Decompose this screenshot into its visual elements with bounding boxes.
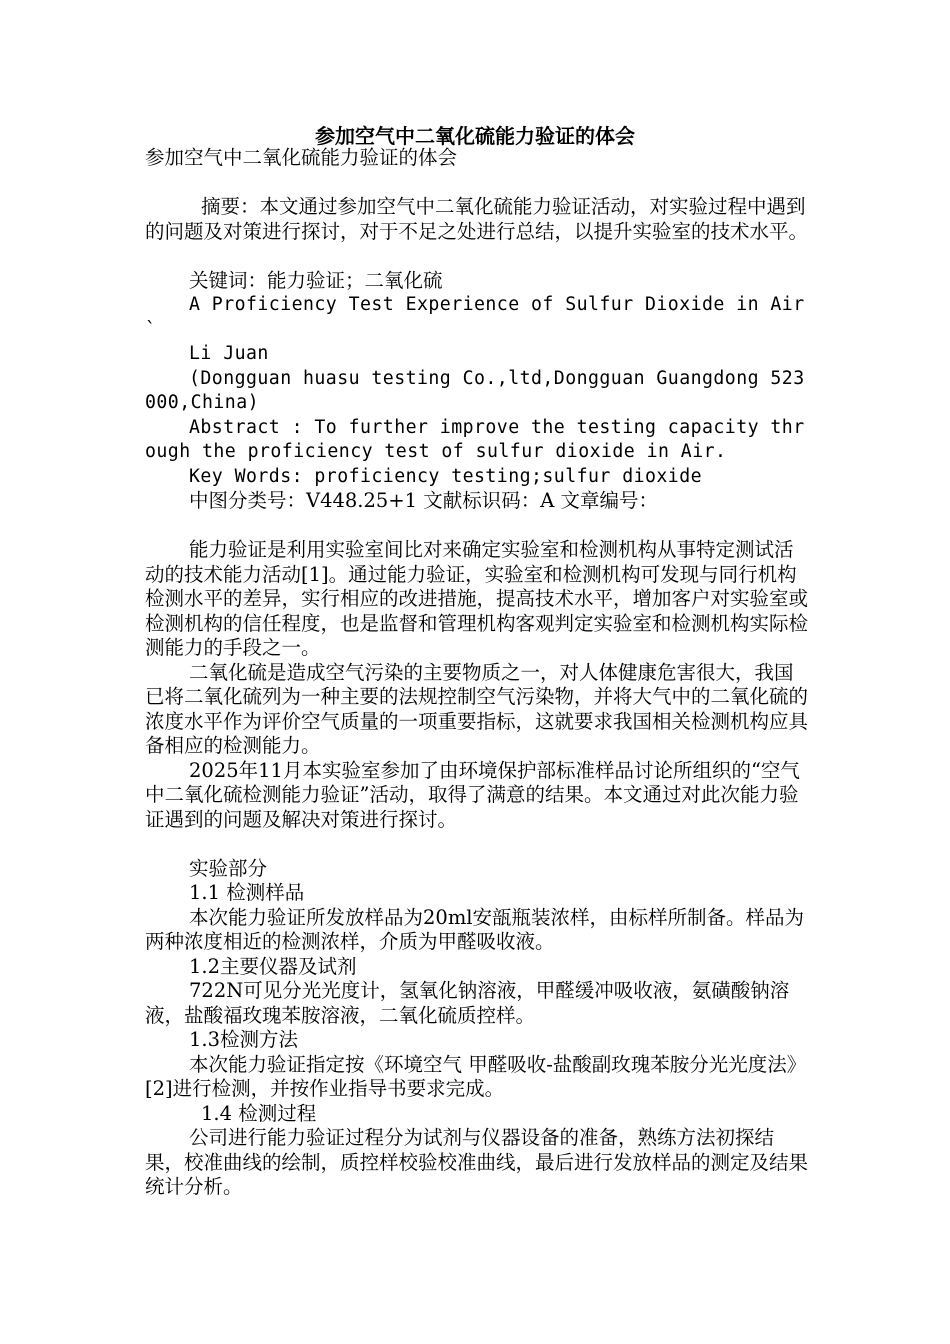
spacer <box>145 832 810 857</box>
subsection-heading-1-2: 1.2主要仪器及试剂 <box>189 954 357 978</box>
english-title: A Proficiency Test Experience of Sulfur Dioxide in Air` <box>145 294 805 340</box>
subsection-text-1-1: 本次能力验证所发放样品为20ml安瓿瓶装浓样，由标样所制备。样品为两种浓度相近的检测浓样，介质为甲醛吸收液。 <box>145 905 805 953</box>
abstract-cn: 摘要：本文通过参加空气中二氧化硫能力验证活动，对实验过程中遇到的问题及对策进行探讨，对于不足之处进行总结，以提升实验室的技术水平。 <box>145 195 809 243</box>
subsection-heading-1-1: 1.1 检测样品 <box>189 881 305 904</box>
subsection-text-1-3: 本次能力验证指定按《环境空气 甲醛吸收-盐酸副玫瑰苯胺分光光度法》[2]进行检测，并按作业指导书要求完成。 <box>145 1052 807 1100</box>
intro-paragraph-1: 能力验证是利用实验室间比对来确定实验室和检测机构从事特定测试活动的技术能力活动[1]。通过能力验证，实验室和检测机构可发现与同行机构检测水平的差异，实行相应的改进措施，提高技术水平，增加客户对实验室或检测机构的信任程度，也是监督和管理机构客观判定实验室和检测机构实际检测能力的手段之一。 <box>145 538 809 659</box>
spacer <box>145 244 810 269</box>
subsection-text-1-4: 公司进行能力验证过程分为试剂与仪器设备的准备，熟练方法初探结果，校准曲线的绘制，质控样校验校准曲线，最后进行发放样品的测定及结果统计分析。 <box>145 1126 809 1198</box>
english-affiliation: (Dongguan huasu testing Co.,ltd,Dongguan Guangdong 523000,China) <box>145 367 805 413</box>
subsection-text-1-2: 722N可见分光光度计，氢氧化钠溶液，甲醛缓冲吸收液，氨磺酸钠溶液，盐酸福玫瑰苯胺溶液，二氧化硫质控样。 <box>145 979 790 1027</box>
document-body <box>145 146 810 1200</box>
intro-paragraph-2: 二氧化硫是造成空气污染的主要物质之一，对人体健康危害很大，我国已将二氧化硫列为一种主要的法规控制空气污染物，并将大气中的二氧化硫的浓度水平作为评价空气质量的一项重要指标，这就要求我国相关检测机构应具备相应的检测能力。 <box>145 660 809 757</box>
section-heading: 实验部分 <box>189 856 268 880</box>
english-keywords: Key Words: proficiency testing;sulfur dioxide <box>189 465 702 487</box>
classification-line: 中图分类号：V448.25+1 文献标识码：A 文章编号： <box>189 489 659 512</box>
english-abstract: Abstract : To further improve the testing capacity through the proficiency test of sulfur dioxide in Air. <box>145 416 805 462</box>
intro-paragraph-3: 2025年11月本实验室参加了由环境保护部标准样品讨论所组织的“空气中二氧化硫检测能力验证”活动，取得了满意的结果。本文通过对此次能力验证遇到的问题及解决对策进行探讨。 <box>145 758 800 831</box>
spacer <box>145 514 810 539</box>
spacer <box>145 171 810 196</box>
keywords-cn: 关键词：能力验证；二氧化硫 <box>189 268 443 292</box>
subsection-heading-1-3: 1.3检测方法 <box>189 1028 299 1051</box>
subsection-heading-1-4: 1.4 检测过程 <box>201 1101 317 1125</box>
english-author: Li Juan <box>189 343 269 364</box>
document-subtitle: 参加空气中二氧化硫能力验证的体会 <box>145 146 458 169</box>
document-title: 参加空气中二氧化硫能力验证的体会 <box>315 124 635 148</box>
